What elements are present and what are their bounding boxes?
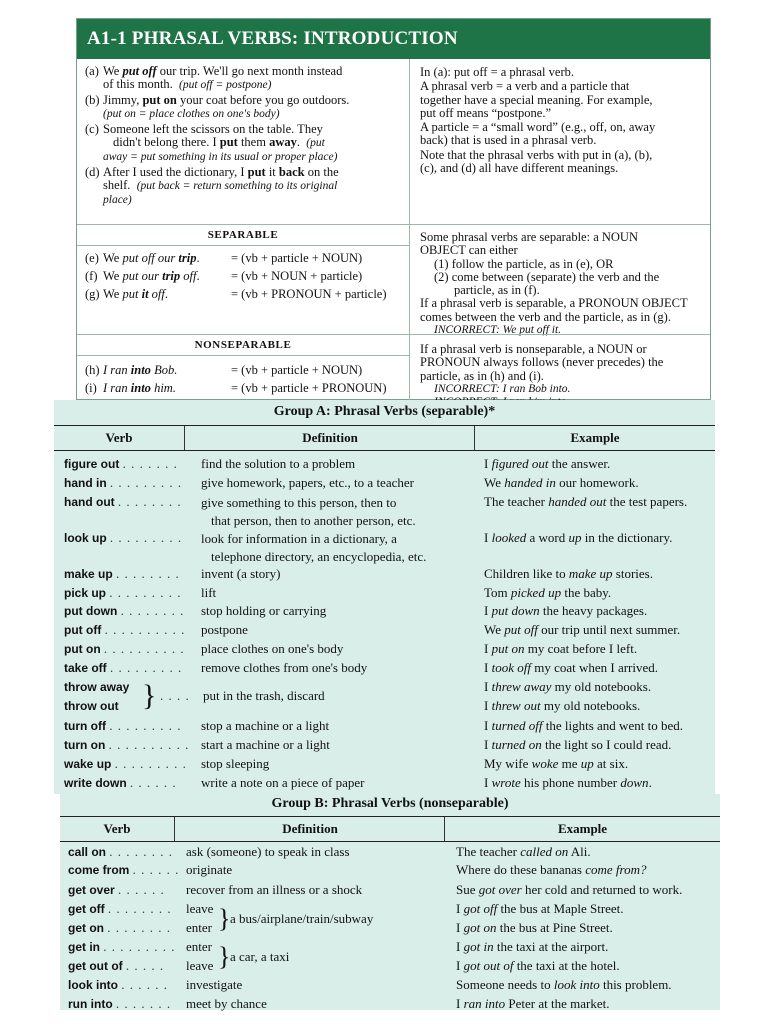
table-row-verb — [64, 585, 182, 601]
verb-text: write down — [64, 776, 127, 790]
table-row-verb — [68, 882, 165, 898]
example-post: Peter at the market. — [505, 996, 610, 1011]
verb-text: look up — [64, 531, 107, 545]
example-pre: Sue — [456, 882, 479, 897]
table-row-verb — [68, 862, 179, 878]
example-pre: The teacher — [456, 844, 521, 859]
leader-dots: . . . . . . — [132, 862, 180, 877]
table-row-example — [484, 698, 640, 714]
table-row-example — [484, 585, 611, 601]
example-pre: I — [484, 718, 492, 733]
table-row-verb — [68, 901, 172, 917]
leader-dots: . . . . . . . . . . — [104, 622, 186, 637]
example-pre: I — [484, 679, 492, 694]
intro-section-3 — [77, 334, 710, 401]
header-verb: Verb — [103, 821, 131, 836]
verb-text: throw away — [64, 680, 130, 694]
leader-dots: . . . . . . . . . . — [108, 737, 190, 752]
example-phrasal: got on — [463, 920, 497, 935]
leader-dots: . . . . . . . . . — [109, 585, 182, 600]
brace-icon: } — [142, 679, 157, 712]
example-post: her cold and returned to work. — [521, 882, 683, 897]
example-phrasal: picked up — [510, 585, 562, 600]
example-post: the taxi at the airport. — [493, 939, 609, 954]
example-phrasal: got in — [463, 939, 494, 954]
leader-dots: . . . . . . . . . — [109, 530, 183, 545]
table-row-verb — [64, 456, 178, 472]
example-pre: I — [484, 737, 492, 752]
example-phrasal: put off — [504, 622, 538, 637]
shared-definition — [230, 911, 373, 927]
verb-text: turn off — [64, 719, 106, 733]
nonseparable-heading: NONSEPARABLE — [77, 335, 409, 356]
verb-text: hand out — [64, 495, 115, 509]
example-pre: I — [456, 901, 464, 916]
group-b-table — [60, 794, 720, 1010]
shared-definition-text: a bus/airplane/train/subway — [230, 911, 374, 926]
table-row-verb — [64, 622, 185, 638]
group-a-table — [54, 400, 715, 794]
table-row-verb — [64, 775, 177, 791]
table-row-definition — [201, 718, 329, 734]
example-post: our homework. — [555, 475, 639, 490]
example-phrasal: woke — [531, 756, 559, 771]
definition-text: remove clothes from one's body — [201, 660, 368, 675]
example-post: the bus at Maple Street. — [497, 901, 624, 916]
example-phrasal: come from? — [585, 862, 647, 877]
table-row-definition — [201, 756, 269, 772]
definition-text: leave — [186, 901, 214, 916]
leader-dots: . . . . . . — [129, 775, 177, 790]
definition-text: leave — [186, 958, 214, 973]
table-row-definition — [186, 939, 212, 955]
definition-text-2: telephone directory, an encyclopedia, etc. — [211, 549, 427, 564]
example-post: this problem. — [599, 977, 672, 992]
leader-dots: . . . . . . — [117, 882, 165, 897]
example-phrasal: look into — [553, 977, 600, 992]
verb-text: get off — [68, 902, 105, 916]
table-row-definition — [160, 688, 325, 704]
table-row-definition — [201, 660, 367, 676]
example-post: the lights and went to bed. — [542, 718, 683, 733]
example-mid: a word — [526, 530, 569, 545]
table-row-definition — [201, 530, 426, 566]
table-row-verb — [64, 756, 187, 772]
table-row-example — [484, 530, 672, 546]
example-pre: I — [484, 660, 492, 675]
example-i: (i) I ran into him. = (vb + particle + PRONOUN) — [85, 381, 387, 395]
table-row-definition — [201, 603, 326, 619]
definition-text: ask (someone) to speak in class — [186, 844, 350, 859]
header-definition: Definition — [184, 426, 475, 450]
example-pre: I — [456, 996, 464, 1011]
definition-text: stop sleeping — [201, 756, 270, 771]
example-pre: I — [484, 775, 492, 790]
example-post: my coat before I left. — [524, 641, 638, 656]
leader-dots: . . . . . . . . — [115, 566, 180, 581]
table-row-example — [484, 456, 610, 472]
table-row-example — [484, 679, 651, 695]
verb-text: run into — [68, 997, 113, 1011]
verb-text: figure out — [64, 457, 120, 471]
shared-definition: put in the trash, discard — [203, 688, 325, 703]
leader-dots: . . . . . . . . . — [114, 756, 187, 771]
example-post: the light so I could read. — [541, 737, 672, 752]
leader-dots: . . . . . . . — [115, 996, 172, 1011]
example-phrasal: handed out — [548, 494, 607, 509]
example-phrasal: ran into — [463, 996, 506, 1011]
table-row-definition — [186, 901, 213, 917]
leader-dots: . . . . . . . . — [107, 901, 172, 916]
example-phrasal: got over — [478, 882, 522, 897]
table-row-example — [456, 996, 609, 1012]
table-row-verb — [64, 679, 129, 695]
section1-notes: In (a): put off = a phrasal verb. A phrasal verb = a verb and a particle that together have a special meaning. For example, put off means “postpone.” A particle = a “small word” (e.g., off, on, away back) that is used in a phrasal verb. Note that the phrasal verbs with put in (a), (b), (c), and (d) all have different meanings. — [420, 65, 656, 176]
example-pre: I — [456, 939, 464, 954]
table-row-example — [484, 660, 658, 676]
table-row-example — [456, 901, 624, 917]
example-post: the bus at Pine Street. — [496, 920, 613, 935]
example-phrasal: handed in — [504, 475, 556, 490]
example-e: (e) We put off our trip. = (vb + particle + NOUN) — [85, 251, 363, 265]
example-pre: I — [456, 958, 464, 973]
example-post: the baby. — [561, 585, 612, 600]
verb-text: put down — [64, 604, 118, 618]
intro-box — [76, 18, 711, 400]
example-post: . — [648, 775, 652, 790]
table-row-definition — [201, 737, 330, 753]
group-b-header — [60, 816, 720, 842]
example-pre: The teacher — [484, 494, 549, 509]
verb-text: take off — [64, 661, 107, 675]
table-row-example — [456, 939, 608, 955]
group-a-title: Group A: Phrasal Verbs (separable)* — [273, 404, 496, 419]
example-pre: We — [484, 475, 505, 490]
example-phrasal: threw away — [491, 679, 552, 694]
table-row-verb — [68, 844, 173, 860]
example-post: our trip until next summer. — [537, 622, 681, 637]
example-h: (h) I ran into Bob. = (vb + particle + NOUN) — [85, 363, 363, 377]
header-definition: Definition — [174, 817, 445, 841]
table-row-definition — [186, 977, 242, 993]
example-phrasal: took off — [491, 660, 531, 675]
example-phrasal: called on — [520, 844, 569, 859]
verb-text: get out of — [68, 959, 123, 973]
verb-text: look into — [68, 978, 118, 992]
table-row-definition — [186, 958, 213, 974]
table-row-definition — [186, 920, 212, 936]
section3-notes: If a phrasal verb is nonseparable, a NOUN or PRONOUN always follows (never precedes) the particle, as in (h) and (i). INCORRECT: I ran Bob into. — [420, 342, 664, 395]
example-post: my old notebooks. — [551, 679, 652, 694]
definition-text: start a machine or a light — [201, 737, 330, 752]
example-b: (b) Jimmy, put on your coat before you go outdoors. (put on = place clothes on one's body) — [85, 93, 350, 120]
example-pre: I — [456, 920, 464, 935]
header-example: Example — [474, 426, 715, 450]
example-phrasal: wrote — [491, 775, 521, 790]
leader-dots: . . . . . . . . — [107, 920, 171, 935]
definition-text: enter — [186, 920, 212, 935]
definition-text: originate — [186, 862, 233, 877]
table-row-definition — [201, 475, 414, 491]
verb-text: hand in — [64, 476, 107, 490]
definition-text: recover from an illness or a shock — [186, 882, 363, 897]
table-row-definition — [186, 996, 267, 1012]
table-row-example — [456, 882, 682, 898]
table-row-verb — [64, 566, 180, 582]
table-row-verb — [68, 958, 164, 974]
leader-dots: . . . . . . . . — [109, 844, 174, 859]
example-pre: Someone needs to — [456, 977, 554, 992]
leader-dots: . . . . . . . . . — [109, 718, 182, 733]
definition-text: enter — [186, 939, 212, 954]
example-phrasal: figured out — [491, 456, 549, 471]
table-row-definition — [186, 882, 362, 898]
example-phrasal: got out of — [463, 958, 514, 973]
leader-dots: . . . . . . — [121, 977, 168, 992]
table-row-example — [484, 475, 639, 491]
verb-text: put off — [64, 623, 102, 637]
example-pre: I — [484, 530, 492, 545]
example-post: the heavy packages. — [539, 603, 648, 618]
example-phrasal: looked — [491, 530, 527, 545]
leader-dots: . . . . — [160, 688, 190, 703]
brace-icon: } — [218, 942, 231, 971]
table-row-definition — [201, 456, 355, 472]
shared-definition — [230, 949, 289, 965]
example-pre: I — [484, 603, 492, 618]
example-post: the taxi at the hotel. — [513, 958, 620, 973]
example-pre: My wife — [484, 756, 532, 771]
example-post: the test papers. — [606, 494, 688, 509]
table-row-verb — [64, 475, 182, 491]
example-particle: up — [580, 756, 594, 771]
leader-dots: . . . . . . . — [122, 456, 178, 471]
definition-text: stop holding or carrying — [201, 603, 327, 618]
table-row-definition — [186, 862, 232, 878]
example-phrasal: threw out — [491, 698, 541, 713]
table-row-example — [456, 977, 672, 993]
table-row-definition — [201, 775, 365, 791]
example-post: the answer. — [548, 456, 611, 471]
definition-text: find the solution to a problem — [201, 456, 356, 471]
example-mid: his phone number — [520, 775, 621, 790]
definition-text: postpone — [201, 622, 248, 637]
example-mid: me — [558, 756, 581, 771]
example-c: (c) Someone left the scissors on the table. They didn't belong there. I put them away. (put away = put something in its usual or proper place) — [85, 122, 338, 163]
table-row-example — [484, 622, 680, 638]
table-row-example — [456, 862, 647, 878]
example-pre: Children like to — [484, 566, 569, 581]
verb-text: make up — [64, 567, 113, 581]
definition-text: give homework, papers, etc., to a teacher — [201, 475, 414, 490]
example-g: (g) We put it off. = (vb + PRONOUN + particle) — [85, 287, 387, 301]
leader-dots: . . . . . . . . . . — [103, 641, 185, 656]
definition-text: look for information in a dictionary, a — [201, 531, 397, 546]
example-phrasal: turned on — [491, 737, 542, 752]
definition-text: give something to this person, then to — [201, 495, 397, 510]
example-a: (a) We put off our trip. We'll go next month instead of this month. (put off = postpone) — [85, 64, 343, 91]
definition-text: write a note on a piece of paper — [201, 775, 365, 790]
definition-text: invent (a story) — [201, 566, 281, 581]
table-row-example — [484, 756, 628, 772]
table-row-example — [456, 844, 591, 860]
group-b-title: Group B: Phrasal Verbs (nonseparable) — [271, 796, 509, 811]
leader-dots: . . . . . . . . — [120, 603, 185, 618]
table-row-example — [456, 920, 613, 936]
verb-text: wake up — [64, 757, 112, 771]
example-post: in the dictionary. — [581, 530, 673, 545]
table-row-example — [484, 603, 647, 619]
leader-dots: . . . . . . . . . — [103, 939, 176, 954]
table-row-verb — [68, 920, 171, 936]
table-row-verb — [64, 737, 189, 753]
table-row-definition — [201, 622, 248, 638]
verb-text: get over — [68, 883, 115, 897]
table-row-definition — [201, 641, 343, 657]
table-row-verb — [64, 494, 182, 510]
table-row-example — [484, 641, 637, 657]
definition-text: stop a machine or a light — [201, 718, 330, 733]
leader-dots: . . . . . — [125, 958, 165, 973]
definition-text: place clothes on one's body — [201, 641, 344, 656]
intro-section-2 — [77, 224, 710, 335]
table-row-verb — [64, 660, 182, 676]
table-row-definition — [186, 844, 350, 860]
group-a-header — [54, 425, 715, 451]
example-f: (f) We put our trip off. = (vb + NOUN + particle) — [85, 269, 363, 283]
verb-text: throw out — [64, 699, 119, 713]
verb-text: call on — [68, 845, 107, 859]
table-row-verb — [68, 977, 168, 993]
shared-definition-text: a car, a taxi — [230, 949, 290, 964]
table-row-verb — [68, 996, 171, 1012]
table-row-verb — [64, 718, 181, 734]
example-phrasal: put down — [491, 603, 540, 618]
example-phrasal: make up — [568, 566, 613, 581]
example-pre: Where do these bananas — [456, 862, 586, 877]
table-row-example — [484, 737, 671, 753]
header-verb: Verb — [105, 430, 133, 445]
example-post: my coat when I arrived. — [530, 660, 659, 675]
table-row-definition — [201, 585, 216, 601]
section2-notes: Some phrasal verbs are separable: a NOUN OBJECT can either (1) follow the particle, as in (e), OR (2) come between (separate) the verb and the particle, as in (f). If a phrasal verb is separable, a PRONOUN OBJECT comes between the verb and the particle, as in (g). INCORRECT: We put off it. — [420, 230, 688, 337]
example-phrasal: got off — [463, 901, 498, 916]
leader-dots: . . . . . . . . — [117, 494, 182, 509]
verb-text: get in — [68, 940, 100, 954]
example-phrasal: put on — [491, 641, 525, 656]
verb-text: come from — [68, 863, 130, 877]
example-pre: I — [484, 698, 492, 713]
definition-text: meet by chance — [186, 996, 267, 1011]
verb-text: put on — [64, 642, 101, 656]
example-particle: down — [620, 775, 649, 790]
leader-dots: . . . . . . . . . — [109, 475, 183, 490]
intro-section-1 — [77, 59, 710, 224]
intro-title: A1-1 PHRASAL VERBS: INTRODUCTION — [77, 19, 710, 59]
example-pre: I — [484, 456, 492, 471]
table-row-example — [484, 566, 653, 582]
example-post: at six. — [593, 756, 629, 771]
example-post: my old notebooks. — [540, 698, 641, 713]
example-d: (d) After I used the dictionary, I put it back on the shelf. (put back = return something to its original place) — [85, 165, 339, 206]
example-particle: up — [568, 530, 582, 545]
definition-text: investigate — [186, 977, 243, 992]
table-row-example — [484, 718, 683, 734]
verb-text: get on — [68, 921, 104, 935]
table-row-example — [484, 775, 652, 791]
verb-text: pick up — [64, 586, 107, 600]
table-row-definition — [201, 494, 416, 530]
table-row-verb — [64, 641, 185, 657]
verb-text: turn on — [64, 738, 106, 752]
definition-text: lift — [201, 585, 217, 600]
definition-text-2: that person, then to another person, etc. — [211, 513, 416, 528]
example-post: stories. — [612, 566, 653, 581]
brace-icon: } — [218, 904, 231, 933]
example-post: Ali. — [568, 844, 591, 859]
table-row-example — [484, 494, 687, 510]
table-row-verb — [64, 698, 119, 714]
leader-dots: . . . . . . . . . — [109, 660, 183, 675]
example-phrasal: turned off — [491, 718, 543, 733]
table-row-verb — [64, 530, 182, 546]
example-pre: Tom — [484, 585, 511, 600]
table-row-verb — [64, 603, 184, 619]
separable-heading: SEPARABLE — [77, 225, 409, 246]
table-row-verb — [68, 939, 176, 955]
header-example: Example — [444, 817, 720, 841]
example-pre: We — [484, 622, 505, 637]
table-row-example — [456, 958, 620, 974]
table-row-definition — [201, 566, 280, 582]
example-pre: I — [484, 641, 492, 656]
